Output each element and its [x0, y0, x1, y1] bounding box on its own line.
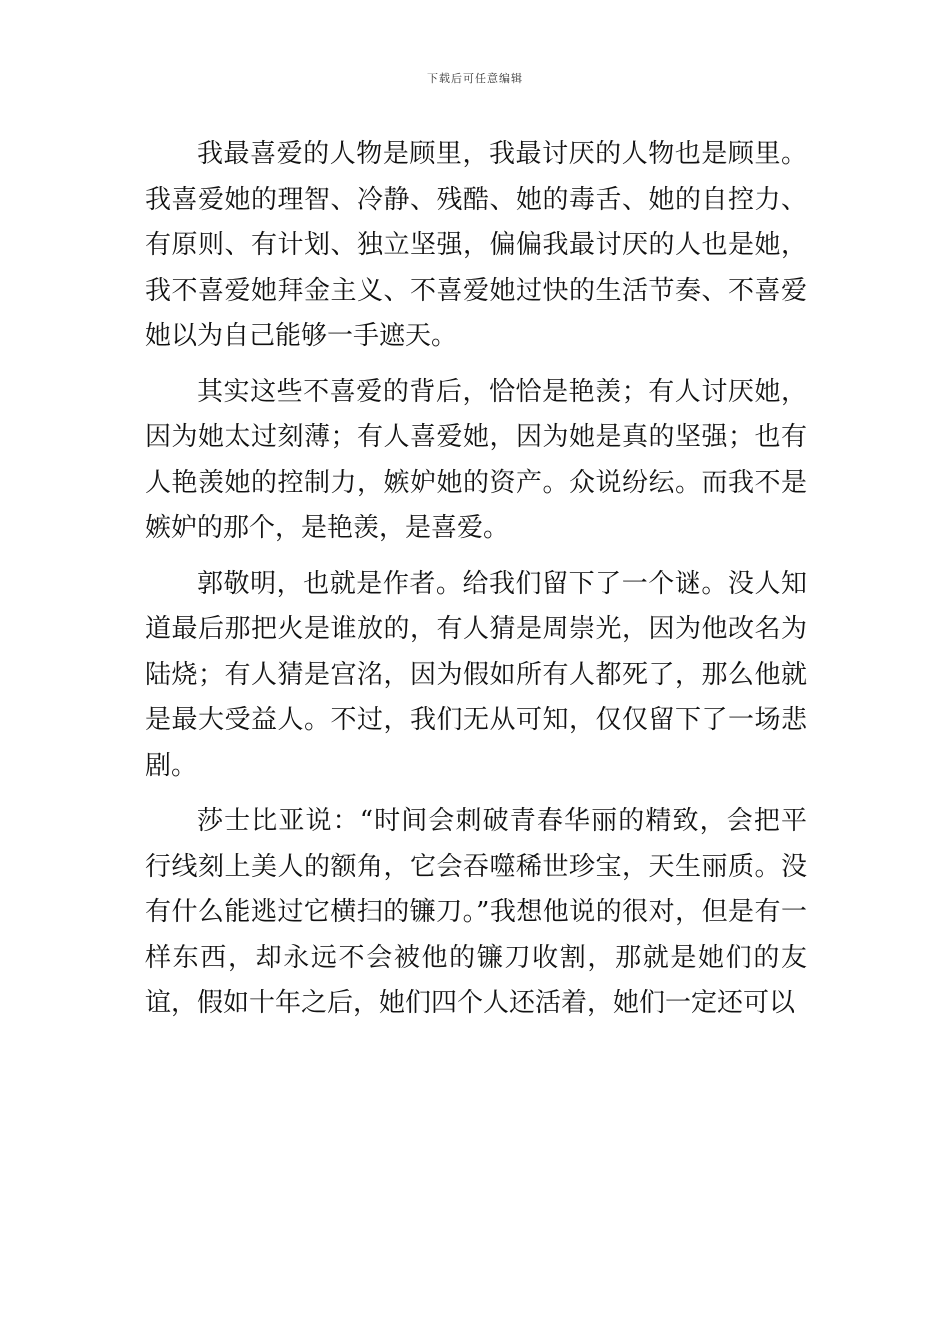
document-body [145, 132, 807, 1027]
paragraph-2: 其实这些不喜爱的背后，恰恰是艳羡；有人讨厌她，因为她太过刻薄；有人喜爱她，因为她是真的坚强；也有人艳羡她的控制力，嫉妒她的资产。众说纷纭。而我不是嫉妒的那个，是艳羡，是喜爱。 [145, 376, 807, 543]
paragraph-1: 我最喜爱的人物是顾里，我最讨厌的人物也是顾里。我喜爱她的理智、冷静、残酷、她的毒舌、她的自控力、有原则、有计划、独立坚强，偏偏我最讨厌的人也是她，我不喜爱她拜金主义、不喜爱她过快的生活节奏、不喜爱她以为自己能够一手遮天。 [145, 139, 807, 351]
paragraph-3: 郭敬明，也就是作者。给我们留下了一个谜。没人知道最后那把火是谁放的，有人猜是周崇光，因为他改名为陆烧；有人猜是宫洺，因为假如所有人都死了，那么他就是最大受益人。不过，我们无从可知，仅仅留下了一场悲剧。 [145, 568, 807, 781]
paragraph-4: 莎士比亚说：“时间会刺破青春华丽的精致，会把平行线刻上美人的额角，它会吞噬稀世珍宝，天生丽质。没有什么能逃过它横扫的镰刀。”我想他说的很对，但是有一样东西，却永远不会被他的镰刀收割，那就是她们的友谊，假如十年之后，她们四个人还活着，她们一定还可以 [145, 806, 807, 1018]
header-note: 下载后可任意编辑 [427, 72, 523, 85]
